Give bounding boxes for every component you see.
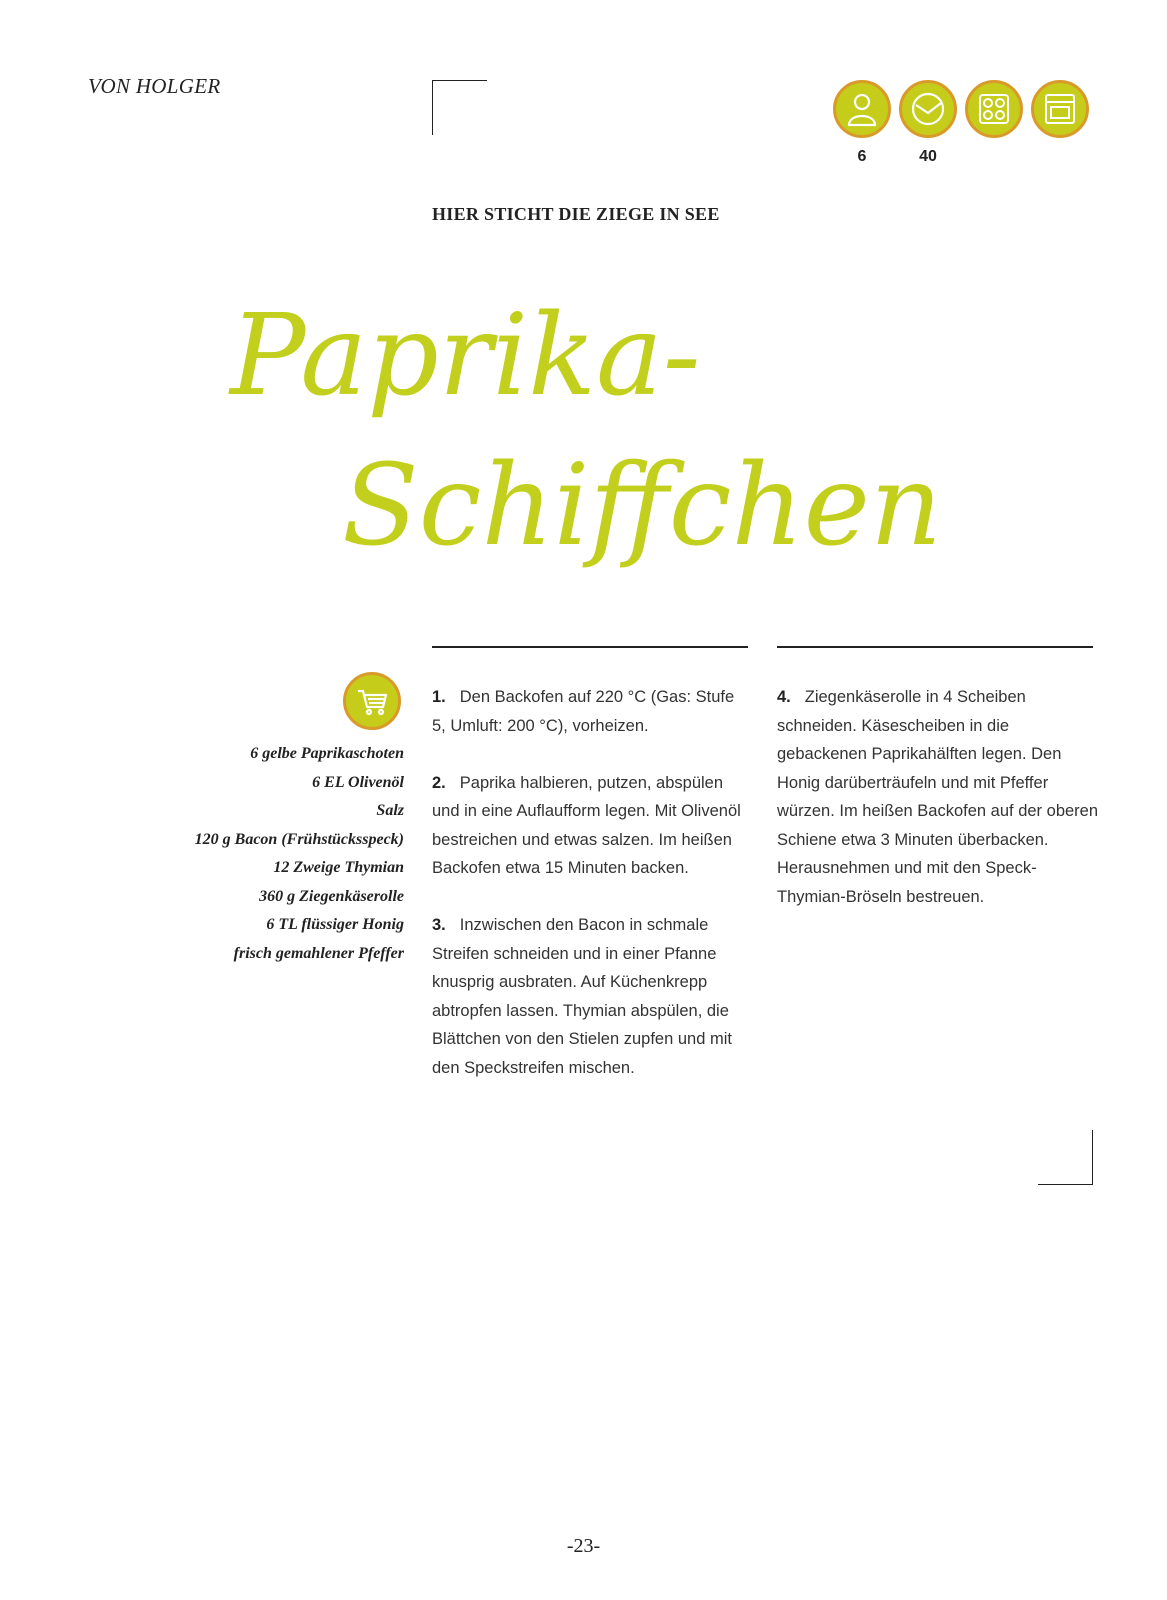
time-value: 40 [919, 148, 937, 165]
person-icon [833, 80, 891, 138]
instructions-column-1 [432, 683, 752, 1111]
ingredient-item: 6 EL Olivenöl [312, 773, 404, 791]
instruction-step-1 [432, 683, 752, 740]
ingredient-item: Salz [376, 802, 404, 819]
step-text: Inzwischen den Bacon in schmale Streifen schneiden und in einer Pfanne knusprig ausbraten. Auf Küchenkrepp abtropfen lassen. Thymian abspülen, die Blättchen von den Stielen zupfen und mit den Speckstreifen mischen. [432, 916, 732, 1077]
ingredient-item: 6 TL flüssiger Honig [266, 916, 404, 933]
step-number: 1. [432, 688, 446, 706]
instruction-step-2 [432, 769, 752, 883]
divider-column-2 [777, 646, 1093, 648]
servings-value: 6 [857, 148, 867, 165]
ingredient-item: 120 g Bacon (Frühstücksspeck) [194, 830, 404, 848]
corner-mark-bottom-right [1038, 1130, 1093, 1185]
ingredient-item: frisch gemahlener Pfeffer [233, 944, 404, 962]
corner-mark-top-left [432, 80, 487, 135]
author-byline: VON HOLGER [88, 74, 221, 98]
recipe-info-badges [833, 80, 1095, 170]
ingredient-item: 12 Zweige Thymian [273, 859, 404, 876]
step-text: Ziegenkäserolle in 4 Scheiben schneiden. Käsescheiben in die gebackenen Paprikahälften legen. Den Honig darüberträufeln und mit Pfeffer würzen. Im heißen Backofen auf der oberen Schiene etwa 3 Minuten überbacken. Herausnehmen und mit den Speck-Thymian-Bröseln bestreuen. [777, 688, 1099, 906]
instruction-step-3 [432, 911, 752, 1082]
step-text: Den Backofen auf 220 °C (Gas: Stufe 5, Umluft: 200 °C), vorheizen. [432, 688, 735, 735]
ingredient-item: 360 g Ziegenkäserolle [259, 887, 404, 905]
clock-icon [899, 80, 957, 138]
instruction-step-4 [777, 683, 1102, 911]
oven-icon [1031, 80, 1089, 138]
recipe-title-line1: Paprika- [230, 291, 701, 421]
recipe-title-line2: Schiffchen [342, 441, 943, 571]
stovetop-icon [965, 80, 1023, 138]
ingredient-list [150, 740, 404, 968]
step-number: 4. [777, 688, 791, 706]
instructions-column-2 [777, 683, 1102, 940]
step-number: 3. [432, 916, 446, 934]
step-number: 2. [432, 773, 446, 792]
page-number: -23- [566, 1535, 601, 1557]
ingredient-item: 6 gelbe Paprikaschoten [250, 745, 404, 762]
shopping-cart-icon [343, 672, 401, 730]
step-text: Paprika halbieren, putzen, abspülen und in eine Auflaufform legen. Mit Olivenöl bestreichen und etwas salzen. Im heißen Backofen etwa 15 Minuten backen. [432, 773, 741, 877]
recipe-subtitle: HIER STICHT DIE ZIEGE IN SEE [432, 204, 720, 224]
divider-column-1 [432, 646, 748, 648]
